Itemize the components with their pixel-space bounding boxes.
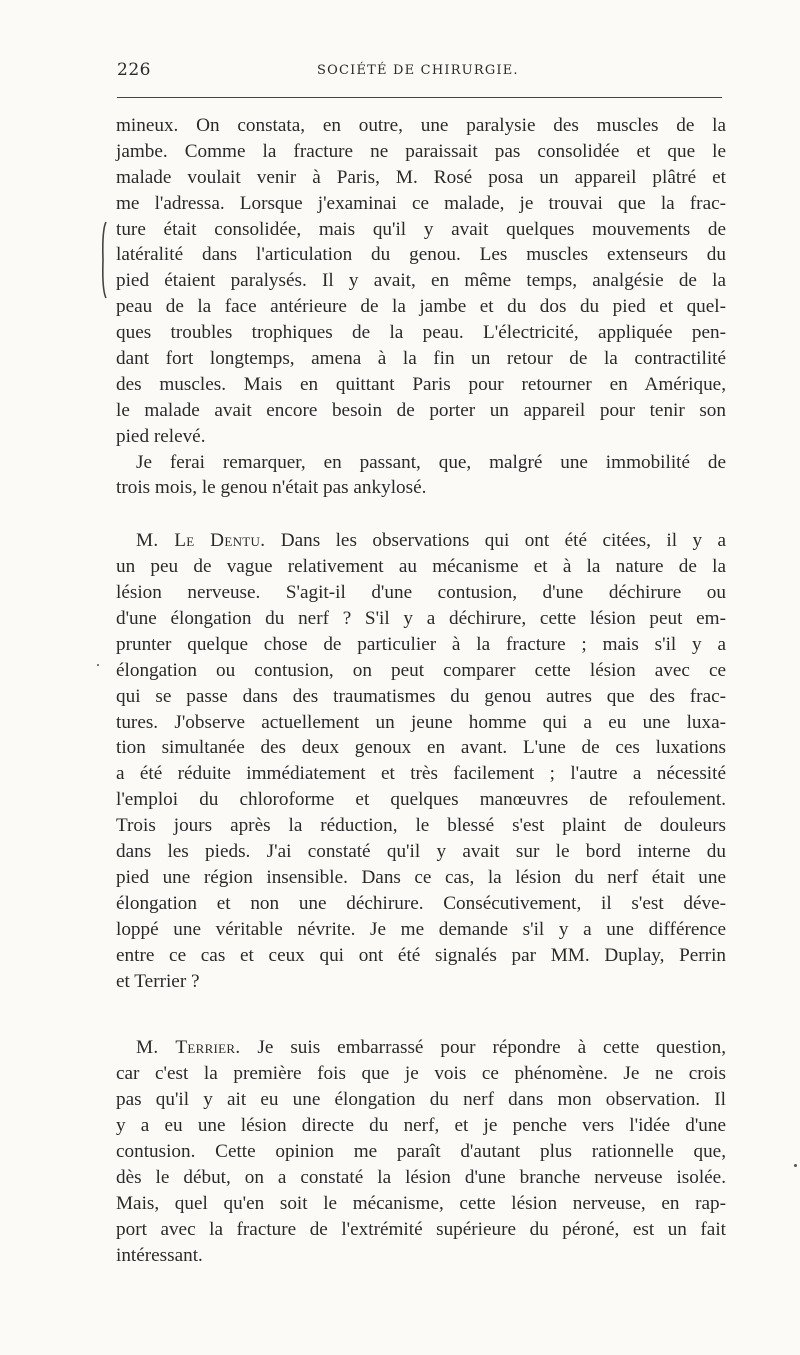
body-text (116, 113, 726, 1268)
paragraph-4 (116, 1035, 726, 1268)
text-line: élongation et non une déchirure. Consécutivement, il s'est déve- (116, 892, 726, 914)
ink-speck (97, 664, 99, 666)
text-line: tures. J'observe actuellement un jeune homme qui a eu une luxa- (116, 711, 726, 733)
text-line: a été réduite immédiatement et très facilement ; l'autre a nécessité (116, 763, 726, 785)
text-line: pied relevé. (116, 425, 206, 447)
text-line: entre ce cas et ceux qui ont été signalés par MM. Duplay, Perrin (116, 944, 726, 966)
speaker-text: Je suis embarrassé pour répondre à cette question, (257, 1037, 726, 1059)
text-line: dès le début, on a constaté la lésion d'une branche nerveuse isolée. (116, 1166, 726, 1188)
paragraph-3 (116, 528, 726, 994)
page-number: 226 (117, 60, 151, 80)
paragraph-2 (116, 450, 726, 502)
text-line: lésion nerveuse. S'agit-il d'une contusion, d'une déchirure ou (116, 582, 726, 604)
margin-bracket-mark (100, 220, 108, 300)
journal-title: SOCIÉTÉ DE CHIRURGIE. (317, 63, 519, 78)
speaker-name: M. Le Dentu. (136, 530, 266, 552)
speaker-name: M. Terrier. (136, 1037, 241, 1059)
text-line: trois mois, le genou n'était pas ankylosé. (116, 477, 427, 499)
text-line: élongation ou contusion, on peut comparer cette lésion avec ce (116, 659, 726, 681)
ink-speck (794, 1164, 797, 1167)
text-line: pied étaient paralysés. Il y avait, en même temps, analgésie de la (116, 270, 726, 292)
speaker-line (116, 1035, 726, 1061)
text-line: jambe. Comme la fracture ne paraissait pas consolidée et que le (116, 140, 726, 162)
paragraph-spacer (116, 994, 726, 1035)
paragraph-1 (116, 113, 726, 450)
text-line: dant fort longtemps, amena à la fin un retour de la contractilité (116, 348, 726, 370)
text-line: loppé une véritable névrite. Je me demande s'il y a une différence (116, 918, 726, 940)
text-line: ques troubles trophiques de la peau. L'électricité, appliquée pen- (116, 322, 726, 344)
text-line: prunter quelque chose de particulier à la fracture ; mais s'il y a (116, 633, 726, 655)
text-line: malade voulait venir à Paris, M. Rosé posa un appareil plâtré et (116, 166, 726, 188)
paragraph-spacer (116, 501, 726, 528)
text-line: tion simultanée des deux genoux en avant. L'une de ces luxations (116, 737, 726, 759)
text-line: qui se passe dans des traumatismes du genou autres que des frac- (116, 685, 726, 707)
text-line: des muscles. Mais en quittant Paris pour retourner en Amérique, (116, 373, 726, 395)
text-line: car c'est la première fois que je vois ce phénomène. Je ne crois (116, 1063, 726, 1085)
text-line: d'une élongation du nerf ? S'il y a déchirure, cette lésion peut em- (116, 608, 726, 630)
text-line: l'emploi du chloroforme et quelques manœuvres de refoulement. (116, 789, 726, 811)
running-head (117, 60, 722, 84)
text-line: peau de la face antérieure de la jambe et du dos du pied et quel- (116, 296, 726, 318)
text-line: y a eu une lésion directe du nerf, et je penche vers l'idée d'une (116, 1115, 726, 1137)
speaker-line (116, 528, 726, 554)
text-line: pas qu'il y ait eu une élongation du nerf dans mon observation. Il (116, 1089, 726, 1111)
text-line: me l'adressa. Lorsque j'examinai ce malade, je trouvai que la frac- (116, 192, 726, 214)
text-line: Je ferai remarquer, en passant, que, malgré une immobilité de (136, 451, 726, 473)
text-line: latéralité dans l'articulation du genou. Les muscles extenseurs du (116, 244, 726, 266)
text-line: port avec la fracture de l'extrémité supérieure du péroné, est un fait (116, 1218, 726, 1240)
text-line: le malade avait encore besoin de porter un appareil pour tenir son (116, 399, 726, 421)
text-line: et Terrier ? (116, 970, 200, 992)
text-line: mineux. On constata, en outre, une paralysie des muscles de la (116, 115, 726, 136)
text-line: pied une région insensible. Dans ce cas, la lésion du nerf était une (116, 866, 726, 888)
text-line: ture était consolidée, mais qu'il y avait quelques mouvements de (116, 218, 726, 240)
speaker-text: Dans les observations qui ont été citées, il y a (280, 530, 726, 552)
header-rule (117, 97, 722, 98)
text-line: un peu de vague relativement au mécanisme et à la nature de la (116, 556, 726, 578)
text-line: contusion. Cette opinion me paraît d'autant plus rationnelle que, (116, 1140, 726, 1162)
text-line: Trois jours après la réduction, le blessé s'est plaint de douleurs (116, 815, 726, 837)
text-line: dans les pieds. J'ai constaté qu'il y avait sur le bord interne du (116, 841, 726, 863)
text-line: intéressant. (116, 1244, 203, 1266)
text-line: Mais, quel qu'en soit le mécanisme, cette lésion nerveuse, en rap- (116, 1192, 726, 1214)
